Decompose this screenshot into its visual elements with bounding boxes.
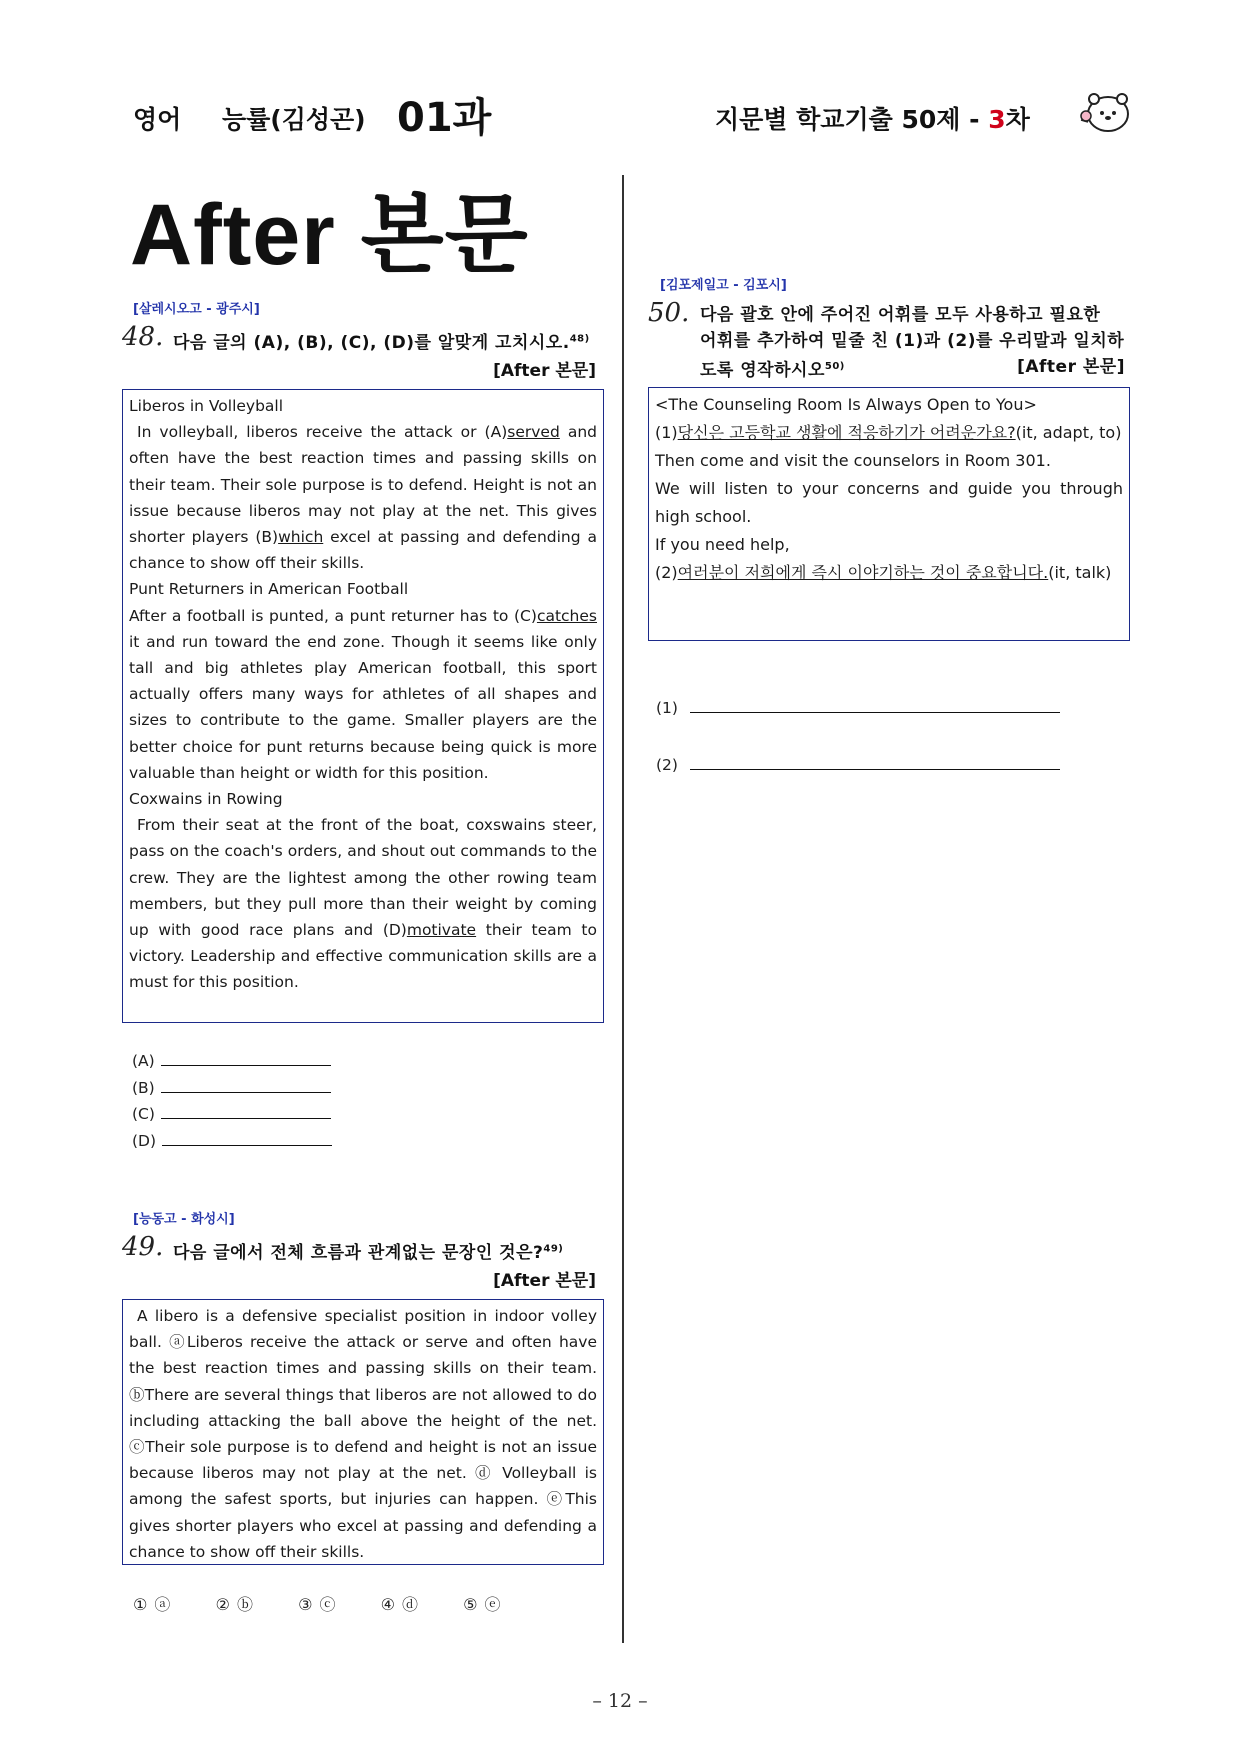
q50-school: [김포제일고 - 김포시] xyxy=(660,278,787,293)
answer-row-2[interactable] xyxy=(656,752,1060,779)
blank-label: (1) xyxy=(656,699,678,717)
q48-paragraph-1 xyxy=(129,419,597,576)
q49-school: [능동고 - 화성시] xyxy=(133,1212,235,1227)
text-fragment: their team to victory. Leadership and effective communication skills are a must for this position. xyxy=(129,921,597,992)
q50-line-2: Then come and visit the counselors in Room 301. xyxy=(655,451,1051,470)
underlined-sentence-1: 당신은 고등학교 생활에 적응하기가 어려운가요? xyxy=(677,423,1016,442)
underlined-sentence-2: 여러분이 저희에게 즉시 이야기하는 것이 중요합니다. xyxy=(677,563,1049,582)
q48-passage-box xyxy=(122,389,604,1023)
blank-label: (A) xyxy=(132,1052,155,1070)
answer-line[interactable] xyxy=(161,1078,331,1093)
textbook-label: 능률(김성곤) xyxy=(222,105,366,134)
answer-line[interactable] xyxy=(161,1104,331,1119)
answer-line[interactable] xyxy=(690,755,1060,770)
q49-prompt xyxy=(173,1238,563,1263)
column-divider xyxy=(622,175,624,1643)
q48-heading-volleyball: Liberos in Volleyball xyxy=(129,397,284,415)
q50-sentence-1 xyxy=(655,419,1123,447)
q50-prompt-line-1: 다음 괄호 안에 주어진 어휘를 모두 사용하고 필요한 xyxy=(700,305,1101,325)
blank-label: (D) xyxy=(132,1131,157,1150)
q49-tag: [After 본문] xyxy=(493,1271,596,1291)
q48-heading-rowing: Coxwains in Rowing xyxy=(129,790,283,809)
q49-footnote: 49) xyxy=(543,1243,564,1255)
underlined-word-a: served xyxy=(507,423,560,442)
q50-answer-blanks xyxy=(656,695,1060,778)
text-fragment: it and run toward the end zone. Though it seems like only tall and big athletes play American football, this sport actually offers many ways for athletes of all shapes and sizes to contribute to the game. Smaller players are the better choice for punt returns because being quick is more valuable than height or width for this position. xyxy=(129,632,597,782)
q48-heading-football: Punt Returners in American Football xyxy=(129,580,409,599)
underlined-word-b: which xyxy=(278,528,324,547)
q50-passage-box xyxy=(648,387,1130,641)
text-fragment: (it, talk) xyxy=(1048,563,1112,582)
answer-row-b[interactable] xyxy=(132,1075,332,1102)
answer-row-c[interactable] xyxy=(132,1101,332,1128)
choice-3[interactable]: ③ ⓒ xyxy=(298,1595,336,1614)
q48-prompt xyxy=(173,328,590,353)
blank-label: (C) xyxy=(132,1105,155,1123)
text-fragment: excel at passing and defending a chance to show off their skills. xyxy=(129,528,597,573)
answer-line[interactable] xyxy=(162,1131,332,1146)
underlined-word-c: catches xyxy=(536,606,597,625)
q49-paragraph: A libero is a defensive specialist position in indoor volley ball. ⓐLiberos receive the attack or serve and often have the best reaction times and passing skills on their team. ⓑThere are several things that liberos are not allowed to do including attacking the ball above the height of the net. ⓒTheir sole purpose is to defend and height is not an issue because liberos may not play at the net. ⓓ Volleyball is among the safest sports, but injuries can happen. ⓔThis gives shorter players who excel at passing and defending a chance to show off their skills. xyxy=(129,1307,597,1561)
q50-box-title: <The Counseling Room Is Always Open to You> xyxy=(655,395,1037,414)
round-number: 3 xyxy=(988,105,1006,134)
q48-answer-blanks xyxy=(132,1048,332,1154)
subject-label: 영어 xyxy=(133,105,182,134)
q48-paragraph-3 xyxy=(129,812,597,995)
text-fragment: (1) xyxy=(655,423,678,442)
q48-paragraph-2 xyxy=(129,603,597,786)
text-fragment: After a football is punted, a punt returner has to (C) xyxy=(129,606,537,625)
choice-5[interactable]: ⑤ ⓔ xyxy=(463,1595,501,1614)
q48-school: [살레시오고 - 광주시] xyxy=(133,302,260,317)
text-fragment: (2) xyxy=(655,563,678,582)
q50-prompt-line-3 xyxy=(700,354,1125,384)
q49-number: 49. xyxy=(122,1232,164,1262)
series-label xyxy=(715,100,1030,136)
blank-label: (B) xyxy=(132,1078,155,1097)
q50-number: 50. xyxy=(648,298,690,328)
blank-label: (2) xyxy=(656,755,678,774)
q50-sentence-2 xyxy=(655,559,1123,587)
underlined-word-d: motivate xyxy=(406,921,477,940)
q48-number: 48. xyxy=(122,322,164,352)
answer-line[interactable] xyxy=(690,698,1060,713)
q49-prompt-text: 다음 글에서 전체 흐름과 관계없는 문장인 것은? xyxy=(173,1243,544,1263)
answer-row-1[interactable] xyxy=(656,695,1060,722)
answer-row-d[interactable] xyxy=(132,1128,332,1155)
series-text: 지문별 학교기출 50제 - xyxy=(715,105,980,134)
q48-tag: [After 본문] xyxy=(493,361,596,381)
page-title: After 본문 xyxy=(130,187,529,283)
q49-choices xyxy=(133,1592,539,1615)
q48-prompt-text: 다음 글의 (A), (B), (C), (D)를 알맞게 고치시오. xyxy=(173,333,570,353)
text-fragment: (it, adapt, to) xyxy=(1015,423,1122,442)
q50-line-3: We will listen to your concerns and guide you through high school. xyxy=(655,479,1123,526)
choice-2[interactable]: ② ⓑ xyxy=(215,1595,253,1614)
q50-prompt-line-3-text: 도록 영작하시오 xyxy=(700,360,825,381)
q48-footnote: 48) xyxy=(569,333,590,345)
lesson-label: 01과 xyxy=(397,95,492,141)
q50-prompt xyxy=(700,302,1125,384)
q50-line-4: If you need help, xyxy=(655,535,790,554)
q50-prompt-line-2: 어휘를 추가하여 밑줄 친 (1)과 (2)를 우리말과 일치하 xyxy=(700,331,1125,351)
choice-1[interactable]: ① ⓐ xyxy=(133,1595,171,1614)
round-suffix: 차 xyxy=(1005,105,1030,134)
answer-line[interactable] xyxy=(161,1051,331,1066)
q49-passage-box xyxy=(122,1299,604,1565)
q50-tag: [After 본문] xyxy=(1017,357,1125,377)
text-fragment: From their seat at the front of the boat, coxswains steer, pass on the coach's orders, and shout out commands to the crew. They are the lightest among the other rowing team members, but they pull more than their weight by coming up with good race plans and (D) xyxy=(129,816,597,940)
text-fragment: and often have the best reaction times and passing skills on their team. Their sole purpose is to defend. Height is not an issue because liberos may not play at the net. This gives shorter players (B) xyxy=(129,423,597,547)
q50-footnote: 50) xyxy=(824,361,845,372)
text-fragment: In volleyball, liberos receive the attack or (A) xyxy=(137,423,508,442)
answer-row-a[interactable] xyxy=(132,1048,332,1075)
bear-mascot-icon xyxy=(1078,86,1134,136)
choice-4[interactable]: ④ ⓓ xyxy=(380,1595,419,1614)
page-number: – 12 – xyxy=(592,1690,648,1712)
